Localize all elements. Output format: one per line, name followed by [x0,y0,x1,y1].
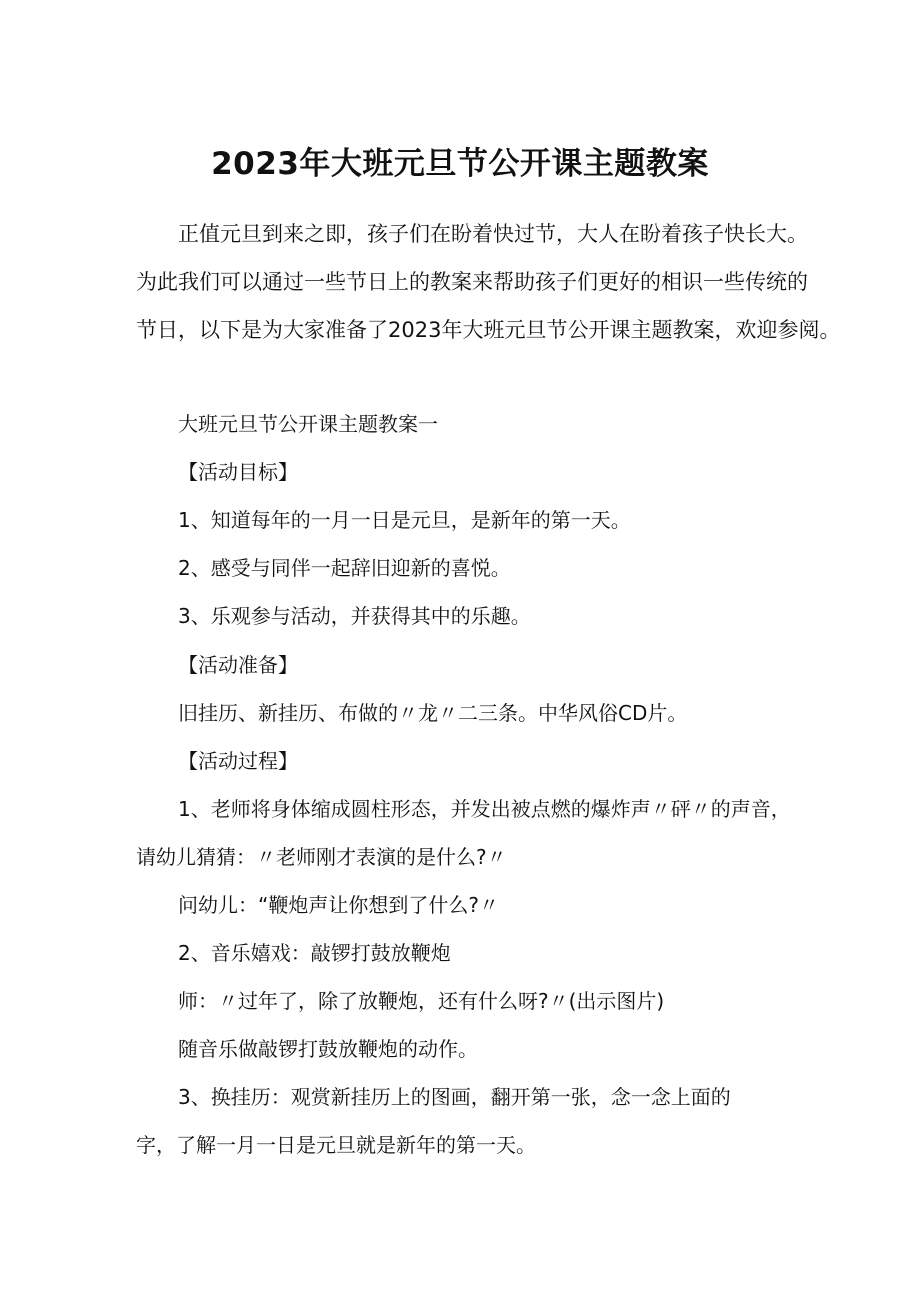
prep-text: 旧挂历、新挂历、布做的〃龙〃二三条。中华风俗CD片。 [178,701,688,725]
goal-item-2: 2、感受与同伴一起辞旧迎新的喜悦。 [178,556,511,580]
goal-item-3: 3、乐观参与活动，并获得其中的乐趣。 [178,604,531,628]
intro-line-2: 为此我们可以通过一些节日上的教案来帮助孩子们更好的相识一些传统的 [136,270,808,294]
process-line-2: 请幼儿猜猜：〃老师刚才表演的是什么?〃 [136,845,507,869]
process-heading: 【活动过程】 [178,749,298,773]
process-line-6: 随音乐做敲锣打鼓放鞭炮的动作。 [178,1037,478,1061]
process-line-1: 1、老师将身体缩成圆柱形态，并发出被点燃的爆炸声〃砰〃的声音， [178,797,791,821]
intro-line-1: 正值元旦到来之即，孩子们在盼着快过节，大人在盼着孩子快长大。 [178,222,808,246]
process-line-5: 师：〃过年了，除了放鞭炮，还有什么呀?〃(出示图片) [178,989,665,1013]
intro-line-3: 节日，以下是为大家准备了2023年大班元旦节公开课主题教案，欢迎参阅。 [136,318,841,342]
process-line-4: 2、音乐嬉戏：敲锣打鼓放鞭炮 [178,941,451,965]
process-line-3: 问幼儿：“鞭炮声让你想到了什么?〃 [178,893,499,917]
process-line-8: 字，了解一月一日是元旦就是新年的第一天。 [136,1133,536,1157]
goal-item-1: 1、知道每年的一月一日是元旦，是新年的第一天。 [178,508,631,532]
prep-heading: 【活动准备】 [178,653,298,677]
document-title: 2023年大班元旦节公开课主题教案 [211,146,709,182]
section-heading: 大班元旦节公开课主题教案一 [178,412,438,436]
process-line-7: 3、换挂历：观赏新挂历上的图画，翻开第一张，念一念上面的 [178,1085,731,1109]
goals-heading: 【活动目标】 [178,460,298,484]
